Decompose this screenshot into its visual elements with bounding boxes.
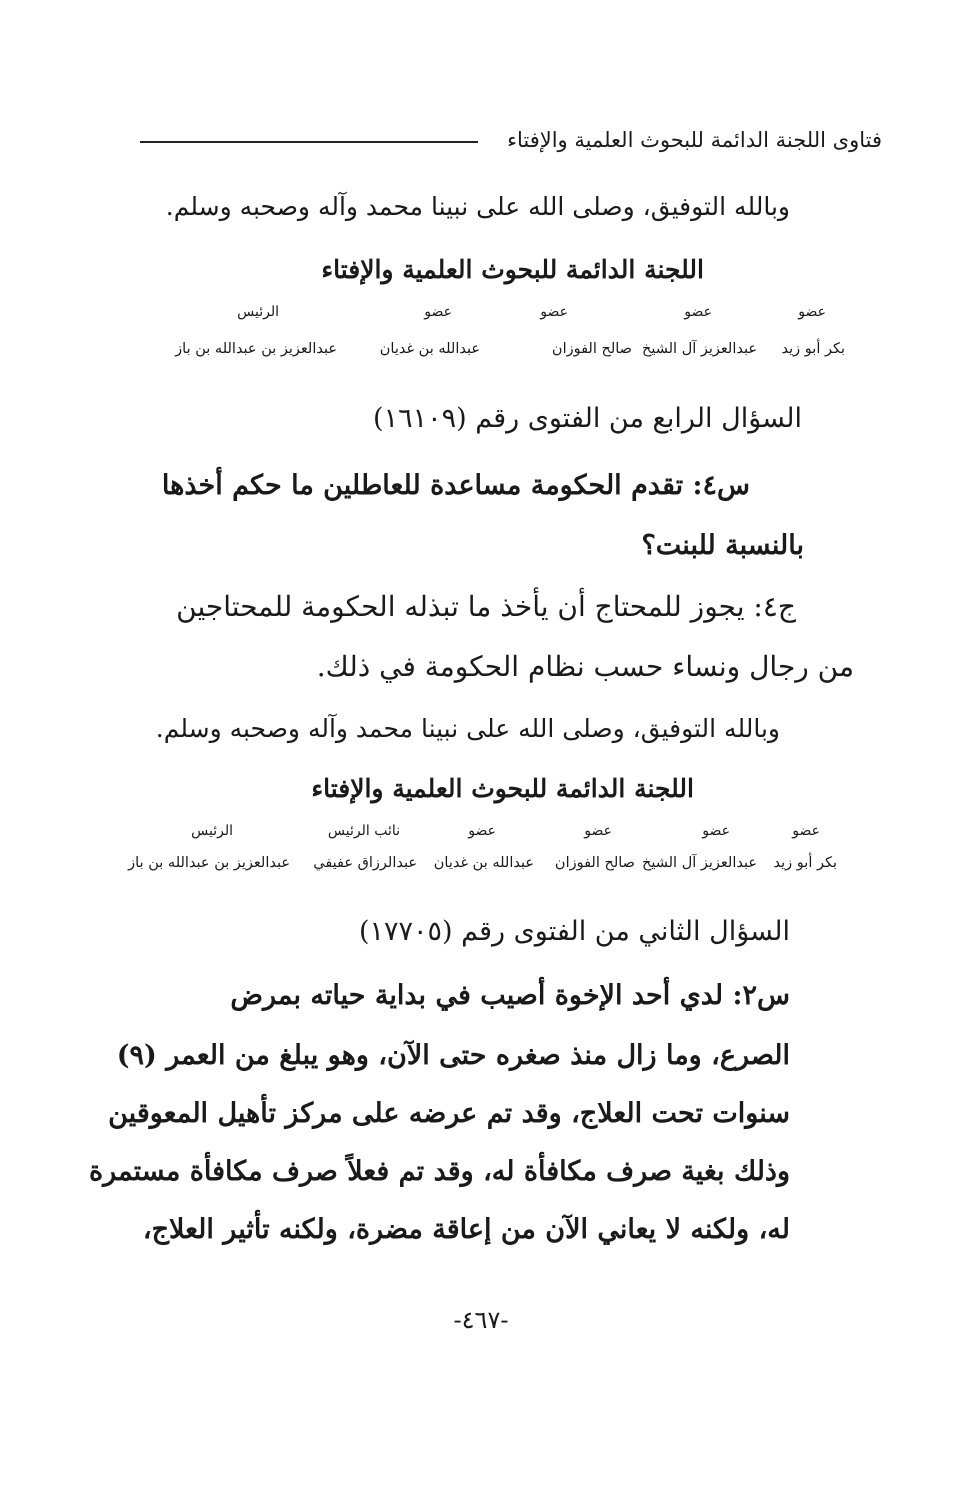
signatory-name: عبدالعزيز بن عبدالله بن باز: [175, 341, 337, 357]
signatory-role: عضو: [798, 304, 826, 320]
signatory-name: عبدالعزيز آل الشيخ: [641, 855, 757, 871]
header-rule: [140, 141, 478, 143]
signatory-name: صالح الفوزان: [551, 341, 632, 357]
question-line: وذلك بغية صرف مكافأة له، وقد تم فعلاً صرف مكافأة مستمرة: [89, 1156, 790, 1187]
signatory-name: عبدالرزاق عفيفي: [313, 855, 417, 871]
signatory-names: [0, 855, 962, 879]
signatory-role: عضو: [468, 823, 496, 839]
question-line: س٤: تقدم الحكومة مساعدة للعاطلين ما حكم أخذها: [161, 470, 750, 501]
signatory-name: صالح الفوزان: [554, 855, 635, 871]
answer-line: من رجال ونساء حسب نظام الحكومة في ذلك.: [316, 650, 854, 683]
answer-line: ج٤: يجوز للمحتاج أن يأخذ ما تبذله الحكومة للمحتاجين: [176, 590, 796, 623]
signatory-roles: [0, 304, 962, 328]
signatory-name: عبدالعزيز آل الشيخ: [641, 341, 757, 357]
signatory-name: بكر أبو زيد: [781, 341, 845, 357]
question-line: له، ولكنه لا يعاني الآن من إعاقة مضرة، ولكنه تأثير العلاج،: [142, 1214, 790, 1245]
signatory-role: نائب الرئيس: [327, 823, 400, 839]
closing-formula: وبالله التوفيق، وصلى الله على نبينا محمد وآله وصحبه وسلم.: [155, 714, 780, 743]
signatory-roles: [0, 823, 962, 847]
signatory-name: عبدالله بن غديان: [379, 341, 480, 357]
question-line: سنوات تحت العلاج، وقد تم عرضه على مركز تأهيل المعوقين: [108, 1098, 790, 1129]
fatwa-heading: السؤال الرابع من الفتوى رقم (١٦١٠٩): [373, 403, 802, 434]
signatory-name: عبدالعزيز بن عبدالله بن باز: [128, 855, 290, 871]
committee-title: اللجنة الدائمة للبحوث العلمية والإفتاء: [311, 774, 694, 803]
question-line: س٢: لدي أحد الإخوة أصيب في بداية حياته بمرض: [230, 980, 790, 1011]
signatory-name: بكر أبو زيد: [773, 855, 837, 871]
signatory-role: عضو: [792, 823, 820, 839]
question-line: بالنسبة للبنت؟: [641, 530, 804, 561]
closing-formula: وبالله التوفيق، وصلى الله على نبينا محمد وآله وصحبه وسلم.: [165, 192, 790, 221]
signatory-role: الرئيس: [237, 304, 279, 320]
fatwa-heading: السؤال الثاني من الفتوى رقم (١٧٧٠٥): [358, 916, 790, 947]
signatory-role: عضو: [684, 304, 712, 320]
signatory-name: عبدالله بن غديان: [433, 855, 534, 871]
signatory-names: [0, 341, 962, 365]
signatory-role: عضو: [584, 823, 612, 839]
signatory-role: عضو: [540, 304, 568, 320]
signatory-role: عضو: [702, 823, 730, 839]
signatory-role: عضو: [424, 304, 452, 320]
question-line: الصرع، وما زال منذ صغره حتى الآن، وهو يبلغ من العمر (٩): [116, 1040, 790, 1071]
running-header: فتاوى اللجنة الدائمة للبحوث العلمية والإفتاء: [507, 128, 882, 152]
page-number: -٤٦٧-: [453, 1306, 509, 1334]
signatory-role: الرئيس: [191, 823, 233, 839]
committee-title: اللجنة الدائمة للبحوث العلمية والإفتاء: [321, 255, 704, 284]
